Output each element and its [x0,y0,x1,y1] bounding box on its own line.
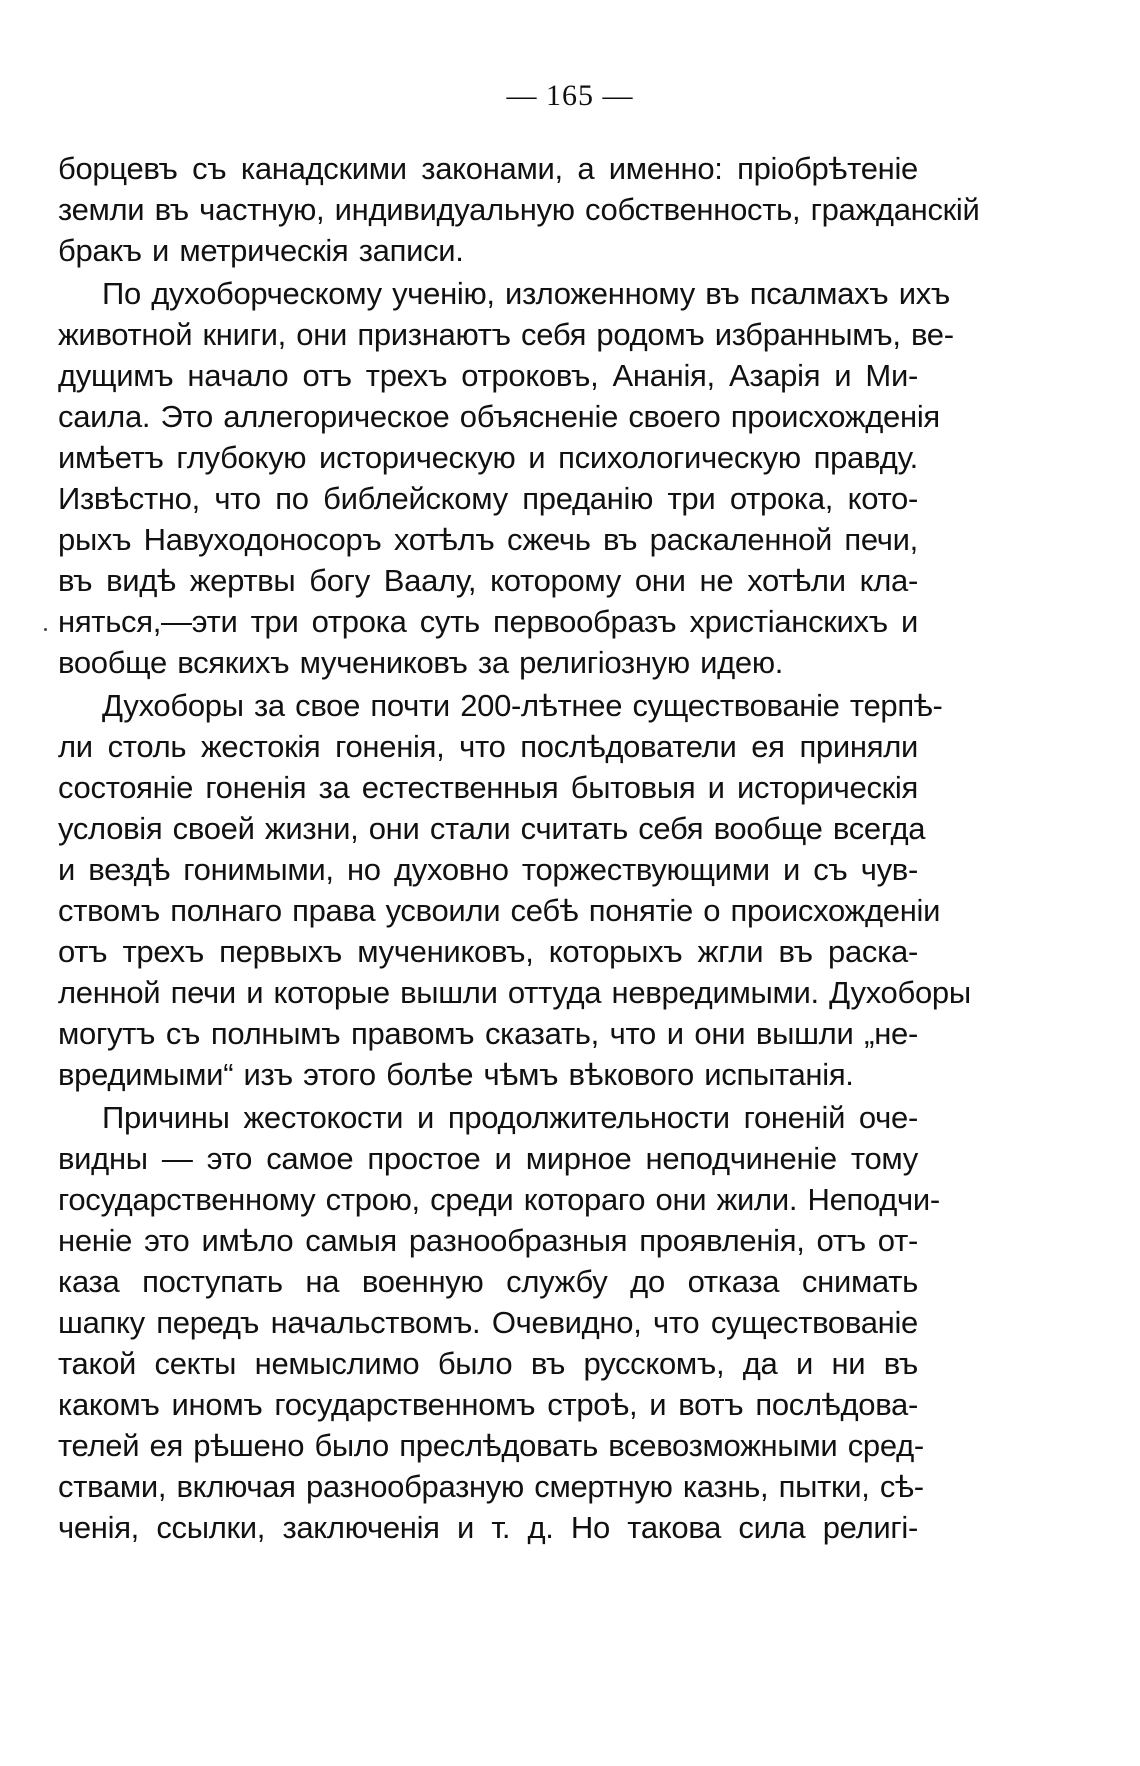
text-line: неніе это имѣло самыя разнообразныя проявленія, отъ от- [58,1223,918,1258]
text-line: могутъ съ полнымъ правомъ сказать, что и они вышли „не- [58,1016,918,1051]
text-line: ствомъ полнаго права усвоили себѣ понятіе о происхожденіи [58,893,941,928]
text-line: Причины жестокости и продолжительности гоненій оче- [102,1100,918,1135]
text-line: няться,—эти три отрока суть первообразъ христіанскихъ и [58,604,918,639]
print-speck [44,628,47,631]
paragraph-4 [58,1097,940,1548]
text-line: ли столь жестокія гоненія, что послѣдователи ея приняли [58,729,918,764]
text-line: вообще всякихъ мучениковъ за религіозную идею. [58,645,784,680]
text-line: По духоборческому ученію, изложенному въ псалмахъ ихъ [102,276,950,311]
text-line: Извѣстно, что по библейскому преданію три отрока, кото- [58,481,918,516]
text-line: ченія, ссылки, заключенія и т. д. Но такова сила религі- [58,1510,918,1545]
text-line: телей ея рѣшено было преслѣдовать всевозможными сред- [58,1428,924,1463]
text-line: и вездѣ гонимыми, но духовно торжествующими и съ чув- [58,852,918,887]
text-line: животной книги, они признаютъ себя родомъ избраннымъ, ве- [58,317,954,352]
text-line: въ видѣ жертвы богу Ваалу, которому они не хотѣли кла- [58,563,918,598]
text-line: Духоборы за свое почти 200-лѣтнее существованіе терпѣ- [102,688,943,723]
text-line: дущимъ начало отъ трехъ отроковъ, Ананія, Азарія и Ми- [58,358,918,393]
paragraph-3 [58,685,971,1095]
body-text [58,148,980,1550]
text-line: какомъ иномъ государственномъ строѣ, и вотъ послѣдова- [58,1387,918,1422]
text-line: ствами, включая разнообразную смертную казнь, пытки, сѣ- [58,1469,924,1504]
text-line: земли въ частную, индивидуальную собственность, гражданскій [58,192,980,227]
text-line: видны — это самое простое и мирное неподчиненіе тому [58,1141,918,1176]
text-line: бракъ и метрическія записи. [58,233,464,268]
text-line: состояніе гоненія за естественныя бытовыя и историческія [58,770,918,805]
text-line: борцевъ съ канадскими законами, а именно: пріобрѣтеніе [58,151,918,186]
paragraph-2 [58,273,954,683]
text-line: вредимыми“ изъ этого болѣе чѣмъ вѣкового испытанія. [58,1057,854,1092]
text-line: ленной печи и которые вышли оттуда невредимыми. Духоборы [58,975,971,1010]
text-line: условія своей жизни, они стали считать себя вообще всегда [58,811,926,846]
text-line: рыхъ Навуходоносоръ хотѣлъ сжечь въ раскаленной печи, [58,522,918,557]
page-number: — 165 — [506,79,634,112]
text-line: имѣетъ глубокую историческую и психологическую правду. [58,440,918,475]
paragraph-1 [58,148,980,271]
text-line: отъ трехъ первыхъ мучениковъ, которыхъ жгли въ раска- [58,934,918,969]
text-line: такой секты немыслимо было въ русскомъ, да и ни въ [58,1346,918,1381]
text-line: саила. Это аллегорическое объясненіе своего происхожденія [58,399,940,434]
text-line: каза поступать на военную службу до отказа снимать [58,1264,918,1299]
text-line: государственному строю, среди котораго они жили. Неподчи- [58,1182,940,1217]
text-line: шапку передъ начальствомъ. Очевидно, что существованіе [58,1305,918,1340]
